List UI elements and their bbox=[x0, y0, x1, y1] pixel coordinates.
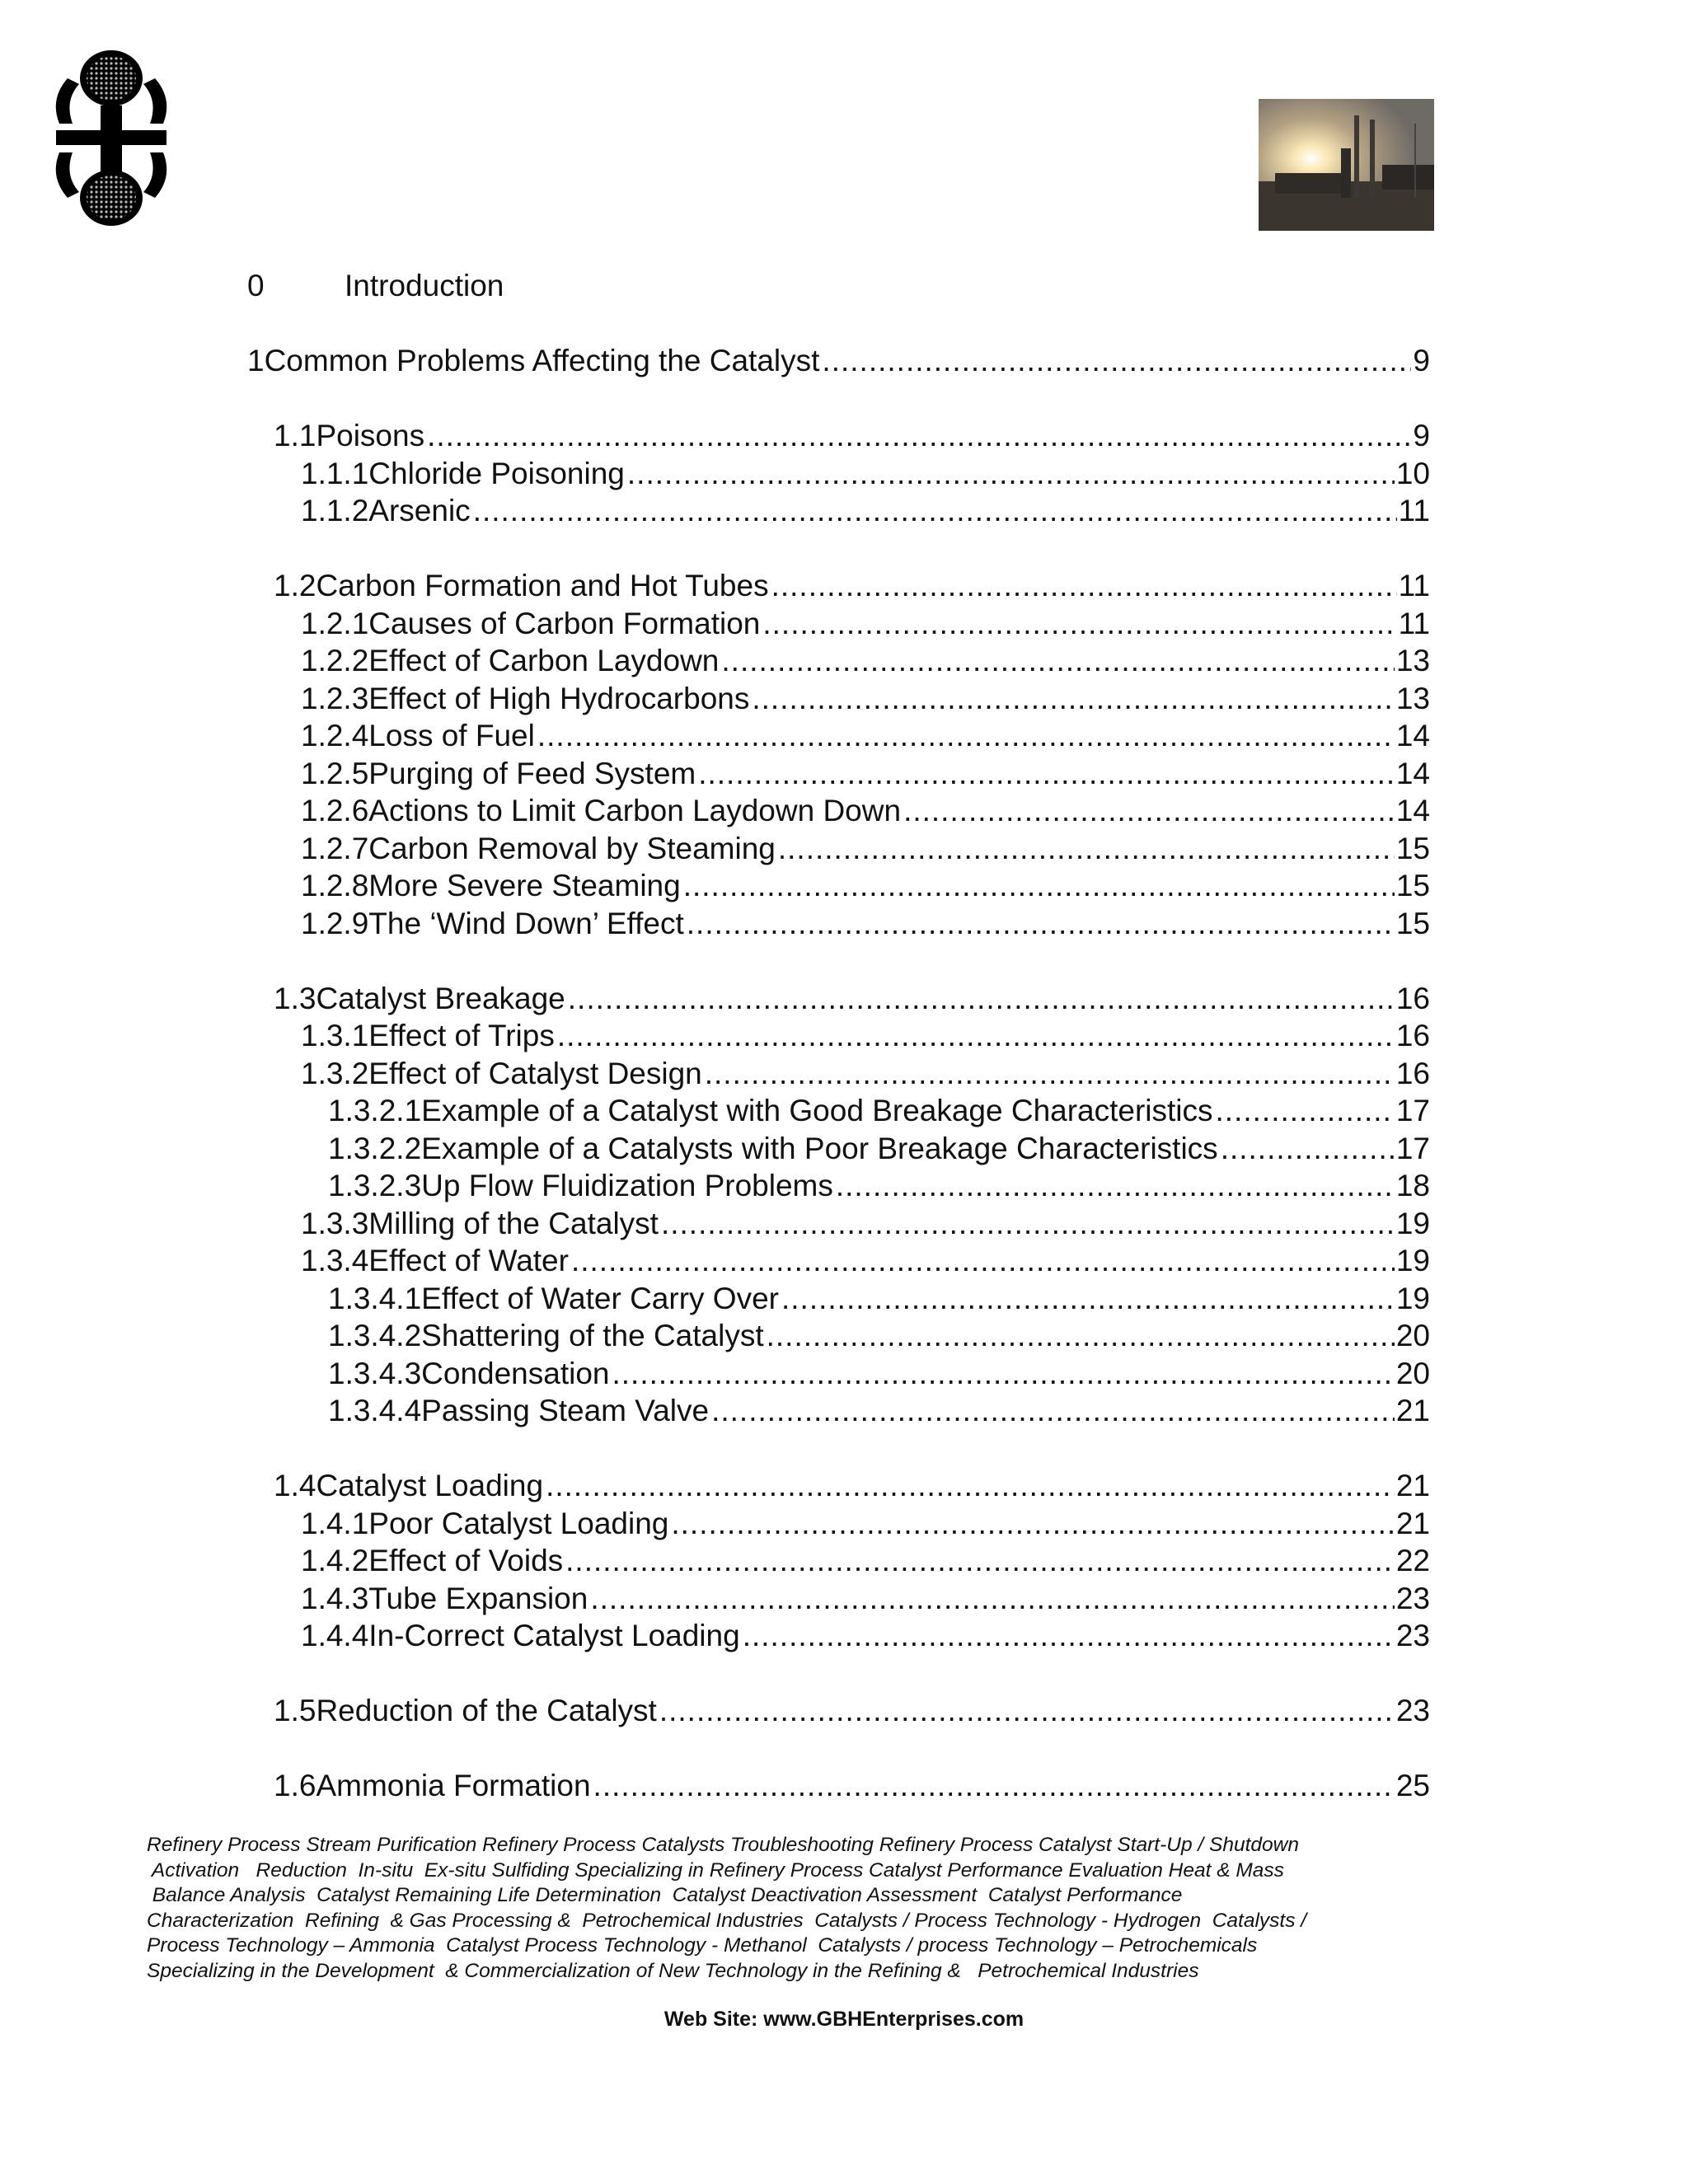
footer-line: Refinery Process Stream Purification Refinery Process Catalysts Troubleshooting Refinery Process Catalyst Start-Up / Shutdown bbox=[147, 1834, 1299, 1856]
toc-leader bbox=[762, 606, 1396, 642]
toc-number: 1.5 bbox=[274, 1694, 316, 1727]
toc-leader bbox=[767, 1318, 1395, 1354]
toc-title: Poor Catalyst Loading bbox=[368, 1506, 669, 1540]
toc-page-number: 13 bbox=[1395, 644, 1430, 677]
toc-entry[interactable] bbox=[247, 343, 1430, 379]
toc-title: Causes of Carbon Formation bbox=[368, 606, 761, 640]
toc-entry[interactable] bbox=[301, 718, 1430, 754]
toc-page-number: 11 bbox=[1398, 569, 1430, 602]
toc-number: 1.2.5 bbox=[301, 756, 369, 790]
toc-entry[interactable] bbox=[301, 643, 1430, 679]
footer-line: Specializing in the Development & Commercialization of New Technology in the Refining & Petrochemical Industries bbox=[147, 1959, 1199, 1982]
toc-page-number: 23 bbox=[1395, 1581, 1430, 1615]
toc-leader bbox=[593, 1768, 1395, 1804]
toc-entry[interactable] bbox=[301, 1243, 1430, 1279]
toc-entry[interactable] bbox=[301, 1581, 1430, 1617]
toc-title: Arsenic bbox=[368, 494, 471, 527]
toc-number: 1.4 bbox=[274, 1469, 316, 1502]
toc-title: More Severe Steaming bbox=[368, 869, 681, 902]
toc-number: 1.2.7 bbox=[301, 831, 369, 865]
toc-page-number: 16 bbox=[1395, 1056, 1430, 1090]
toc-leader bbox=[721, 643, 1394, 679]
toc-entry[interactable] bbox=[328, 1093, 1430, 1129]
toc-entry[interactable] bbox=[328, 1281, 1430, 1317]
toc-entry[interactable] bbox=[328, 1356, 1430, 1392]
toc-title: Effect of High Hydrocarbons bbox=[368, 681, 750, 715]
toc-number: 1.4.1 bbox=[301, 1506, 369, 1540]
toc-title: Effect of Water Carry Over bbox=[421, 1281, 779, 1315]
toc-page-number: 17 bbox=[1395, 1094, 1430, 1127]
toc-page-number: 19 bbox=[1395, 1206, 1430, 1240]
toc-entry[interactable] bbox=[301, 606, 1430, 642]
toc-leader bbox=[698, 756, 1395, 792]
toc-page-number: 15 bbox=[1395, 869, 1430, 902]
toc-leader bbox=[822, 343, 1411, 379]
toc-title: Example of a Catalyst with Good Breakage Characteristics bbox=[421, 1094, 1213, 1127]
footer-line: Characterization Refining & Gas Processing & Petrochemical Industries Catalysts / Process Technology - Hydrogen Catalysts / bbox=[147, 1909, 1307, 1932]
toc-entry[interactable] bbox=[301, 681, 1430, 717]
toc-number: 1.2.1 bbox=[301, 606, 369, 640]
toc-number: 1.3.4.4 bbox=[328, 1394, 422, 1427]
toc-number: 1.3.2.1 bbox=[328, 1094, 422, 1127]
toc-title: Effect of Carbon Laydown bbox=[368, 644, 720, 677]
toc-title: Catalyst Loading bbox=[316, 1469, 544, 1502]
toc-number: 1.2.6 bbox=[301, 794, 369, 827]
toc-leader bbox=[1216, 1093, 1395, 1129]
toc-title: Chloride Poisoning bbox=[368, 456, 625, 490]
toc-entry[interactable] bbox=[301, 831, 1430, 867]
toc-entry[interactable] bbox=[328, 1131, 1430, 1167]
toc-entry[interactable] bbox=[328, 1168, 1430, 1204]
toc-page-number: 21 bbox=[1395, 1506, 1430, 1540]
toc-title: Up Flow Fluidization Problems bbox=[421, 1169, 833, 1202]
toc-leader bbox=[671, 1506, 1394, 1542]
toc-number: 1.1.2 bbox=[301, 494, 369, 527]
toc-entry[interactable] bbox=[301, 756, 1430, 792]
toc-page-number: 13 bbox=[1395, 681, 1430, 715]
toc-page-number: 23 bbox=[1395, 1619, 1430, 1652]
toc-page-number: 16 bbox=[1395, 981, 1430, 1015]
toc-page-number: 18 bbox=[1395, 1169, 1430, 1202]
toc-number: 1.3.4.1 bbox=[328, 1281, 422, 1315]
toc-title: Tube Expansion bbox=[368, 1581, 588, 1615]
toc-number: 0 bbox=[247, 269, 265, 302]
toc-entry[interactable] bbox=[328, 1393, 1430, 1429]
toc-entry[interactable] bbox=[301, 793, 1430, 829]
toc-page-number: 16 bbox=[1395, 1019, 1430, 1052]
toc-number: 1.4.2 bbox=[301, 1544, 369, 1577]
toc-number: 1.3.4 bbox=[301, 1244, 369, 1277]
toc-leader bbox=[568, 981, 1395, 1017]
toc-page-number: 20 bbox=[1395, 1356, 1430, 1390]
toc-title: The ‘Wind Down’ Effect bbox=[368, 906, 684, 940]
toc-entry[interactable] bbox=[301, 1618, 1430, 1654]
toc-number: 1.2.3 bbox=[301, 681, 369, 715]
toc-number: 1.4.3 bbox=[301, 1581, 369, 1615]
toc-number: 1.3.4.2 bbox=[328, 1319, 422, 1352]
toc-page-number: 19 bbox=[1395, 1244, 1430, 1277]
toc-title: In-Correct Catalyst Loading bbox=[368, 1619, 740, 1652]
toc-leader bbox=[1221, 1131, 1395, 1167]
toc-page-number: 21 bbox=[1395, 1469, 1430, 1502]
toc-leader bbox=[771, 568, 1397, 604]
toc-leader bbox=[687, 906, 1395, 942]
toc-leader bbox=[612, 1356, 1395, 1392]
toc-title: Effect of Catalyst Design bbox=[368, 1056, 702, 1090]
toc-leader bbox=[836, 1168, 1395, 1204]
toc-number: 1.3.2.3 bbox=[328, 1169, 422, 1202]
toc-leader bbox=[565, 1543, 1395, 1579]
footer-line: Balance Analysis Catalyst Remaining Life Determination Catalyst Deactivation Assessment Catalyst Performance bbox=[147, 1884, 1183, 1906]
toc-entry[interactable] bbox=[301, 1056, 1430, 1092]
toc-number: 1 bbox=[247, 344, 265, 377]
toc-title: Effect of Trips bbox=[368, 1019, 555, 1052]
toc-entry[interactable] bbox=[274, 1693, 1430, 1729]
toc-page-number: 15 bbox=[1395, 831, 1430, 865]
toc-title: Carbon Formation and Hot Tubes bbox=[316, 569, 769, 602]
toc-entry[interactable] bbox=[301, 1543, 1430, 1579]
toc-title: Poisons bbox=[316, 419, 425, 452]
toc-title: Loss of Fuel bbox=[368, 719, 535, 752]
toc-leader bbox=[711, 1393, 1395, 1429]
toc-intro[interactable] bbox=[247, 268, 504, 304]
toc-page-number: 14 bbox=[1395, 756, 1430, 790]
toc-leader bbox=[781, 1281, 1395, 1317]
toc-number: 1.3.2 bbox=[301, 1056, 369, 1090]
toc-number: 1.3.4.3 bbox=[328, 1356, 422, 1390]
toc-title: Effect of Voids bbox=[368, 1544, 564, 1577]
toc-leader bbox=[752, 681, 1394, 717]
toc-number: 1.1 bbox=[274, 419, 316, 452]
toc-title: Carbon Removal by Steaming bbox=[368, 831, 776, 865]
toc-leader bbox=[705, 1056, 1395, 1092]
footer-description bbox=[147, 1833, 1432, 1984]
toc-page-number: 23 bbox=[1395, 1694, 1430, 1727]
toc-title: Introduction bbox=[345, 269, 504, 302]
toc-title: Condensation bbox=[421, 1356, 610, 1390]
toc-entry[interactable] bbox=[301, 1018, 1430, 1054]
toc-page-number: 15 bbox=[1395, 906, 1430, 940]
toc-leader bbox=[546, 1468, 1395, 1504]
toc-leader bbox=[778, 831, 1395, 867]
toc-page-number: 11 bbox=[1398, 606, 1430, 640]
toc-entry[interactable] bbox=[328, 1318, 1430, 1354]
toc-number: 1.3.2.2 bbox=[328, 1131, 422, 1165]
toc-leader bbox=[427, 418, 1411, 454]
toc-page-number: 11 bbox=[1398, 494, 1430, 527]
toc-entry[interactable] bbox=[301, 493, 1430, 529]
toc-entry[interactable] bbox=[301, 906, 1430, 942]
toc-entry[interactable] bbox=[301, 1206, 1430, 1242]
toc-leader bbox=[903, 793, 1395, 829]
toc-page-number: 19 bbox=[1395, 1281, 1430, 1315]
website-link[interactable]: Web Site: www.GBHEnterprises.com bbox=[663, 2008, 1025, 2031]
toc-entry[interactable] bbox=[301, 1506, 1430, 1542]
toc-leader bbox=[627, 456, 1395, 492]
toc-leader bbox=[473, 493, 1397, 529]
toc-entry[interactable] bbox=[274, 418, 1430, 454]
toc-leader bbox=[659, 1693, 1395, 1729]
toc-title: Effect of Water bbox=[368, 1244, 569, 1277]
toc-leader bbox=[661, 1206, 1395, 1242]
toc-title: Milling of the Catalyst bbox=[368, 1206, 659, 1240]
toc-title: Shattering of the Catalyst bbox=[421, 1319, 764, 1352]
toc-page-number: 9 bbox=[1413, 419, 1430, 452]
toc-entry[interactable] bbox=[301, 868, 1430, 904]
footer-line: Activation Reduction In-situ Ex-situ Sulfiding Specializing in Refinery Process Catalyst Performance Evaluation Heat & Mass bbox=[147, 1858, 1284, 1882]
toc-number: 1.2.8 bbox=[301, 869, 369, 902]
toc-number: 1.2.4 bbox=[301, 719, 369, 752]
toc-title: Example of a Catalysts with Poor Breakage Characteristics bbox=[421, 1131, 1218, 1165]
toc-title: Purging of Feed System bbox=[368, 756, 696, 790]
toc-page-number: 25 bbox=[1395, 1769, 1430, 1802]
toc-entry[interactable] bbox=[301, 456, 1430, 492]
toc-page-number: 20 bbox=[1395, 1319, 1430, 1352]
toc-leader bbox=[557, 1018, 1395, 1054]
toc-title: Common Problems Affecting the Catalyst bbox=[264, 344, 820, 377]
toc-title: Reduction of the Catalyst bbox=[316, 1694, 657, 1727]
toc-leader bbox=[683, 868, 1395, 904]
toc-leader bbox=[537, 718, 1395, 754]
toc-title: Catalyst Breakage bbox=[316, 981, 565, 1015]
toc-page-number: 21 bbox=[1395, 1394, 1430, 1427]
toc-leader bbox=[743, 1618, 1395, 1654]
toc-number: 1.1.1 bbox=[301, 456, 369, 490]
toc-page-number: 17 bbox=[1395, 1131, 1430, 1165]
toc-number: 1.3 bbox=[274, 981, 316, 1015]
toc-title: Ammonia Formation bbox=[316, 1769, 591, 1802]
toc-entry[interactable] bbox=[274, 1768, 1430, 1804]
toc-number: 1.2.2 bbox=[301, 644, 369, 677]
toc-number: 1.4.4 bbox=[301, 1619, 369, 1652]
toc-leader bbox=[590, 1581, 1395, 1617]
toc-number: 1.2 bbox=[274, 569, 316, 602]
toc-page-number: 14 bbox=[1395, 719, 1430, 752]
toc-entry[interactable] bbox=[274, 981, 1430, 1017]
toc-title: Passing Steam Valve bbox=[421, 1394, 710, 1427]
toc-page-number: 14 bbox=[1395, 794, 1430, 827]
toc-page-number: 9 bbox=[1413, 344, 1430, 377]
toc-title: Actions to Limit Carbon Laydown Down bbox=[368, 794, 902, 827]
toc-leader bbox=[571, 1243, 1395, 1279]
toc-number: 1.3.1 bbox=[301, 1019, 369, 1052]
toc-entry[interactable] bbox=[274, 1468, 1430, 1504]
toc-number: 1.6 bbox=[274, 1769, 316, 1802]
toc-page-number: 22 bbox=[1395, 1544, 1430, 1577]
toc-entry[interactable] bbox=[274, 568, 1430, 604]
footer-line: Process Technology – Ammonia Catalyst Process Technology - Methanol Catalysts / process Technology – Petrochemicals bbox=[147, 1934, 1258, 1957]
toc-number: 1.2.9 bbox=[301, 906, 369, 940]
toc-number: 1.3.3 bbox=[301, 1206, 369, 1240]
toc-page-number: 10 bbox=[1395, 456, 1430, 490]
